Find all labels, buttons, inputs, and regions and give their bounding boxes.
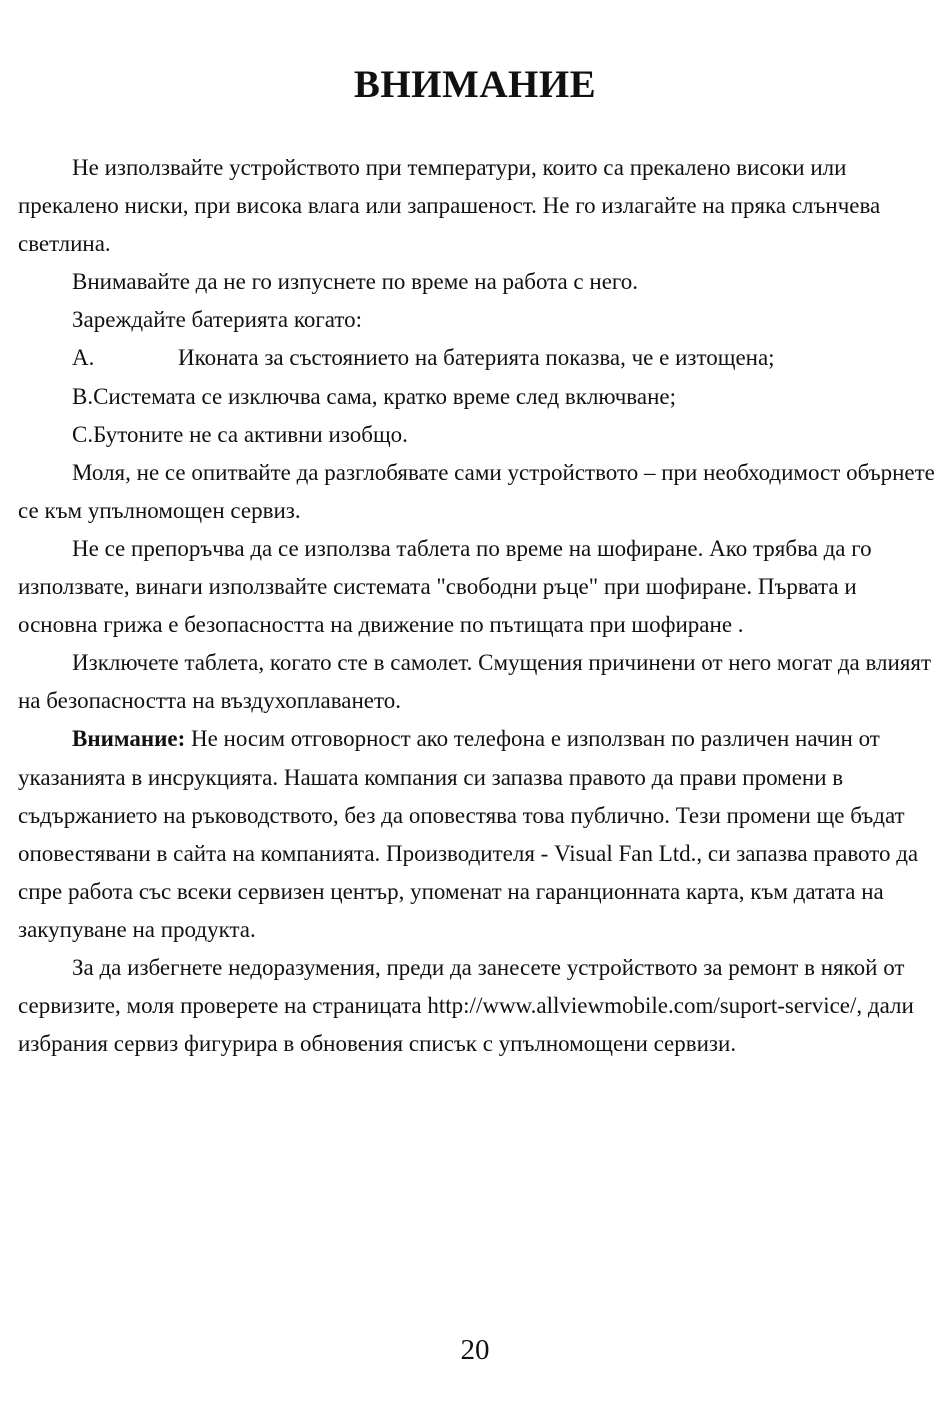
liability-label: Внимание:: [72, 726, 186, 752]
paragraph-liability-notice: [18, 720, 938, 949]
list-text-c: Бутоните не са активни изобщо.: [93, 421, 408, 447]
paragraph-drop-warning: Внимавайте да не го изпуснете по време на работа с него.: [72, 269, 639, 295]
page-number: 20: [460, 1334, 490, 1366]
list-marker-b: B.: [72, 383, 94, 409]
list-item-b: [18, 378, 938, 416]
list-text-a: Иконата за състоянието на батерията показва, че е изтощена;: [178, 345, 775, 371]
paragraph-driving-warning: Не се препоръчва да се използва таблета по време на шофиране. Ако трябва да го използвате, винаги използвайте системата "свободни ръце" при шофиране. Първата и основна грижа е безопасността на движение по пътищата при шофиране .: [18, 535, 872, 638]
paragraph-charge-intro: Зареждайте батерията когато:: [72, 307, 363, 333]
liability-text: Не носим отговорност ако телефона е използван по различен начин от указанията в инсрукцията. Нашата компания си запазва правото да прави промени в съдържанието на ръководството, без да оповестява това публично. Тези промени ще бъдат оповестявани в сайта на компанията. Производителя - Visual Fan Ltd., си запазва правото да спре работа със всеки сервизен център, упоменат на гаранционната карта, към датата на закупуване на продукта.: [18, 726, 919, 942]
list-marker-a: A.: [72, 345, 95, 371]
paragraph-service-check: За да избегнете недоразумения, преди да занесете устройството за ремонт в някой от сервизите, моля проверете на страницата http://www.allviewmobile.com/suport-service/, дали избрания сервиз фигурира в обновения списък с упълномощени сервизи.: [18, 954, 914, 1057]
paragraph-environment-warning: Не използвайте устройството при температури, които са прекалено високи или прекалено ниски, при висока влага или запрашеност. Не го излагайте на пряка слънчева светлина.: [18, 155, 881, 257]
list-item-c: [18, 416, 938, 454]
paragraph-disassembly-warning: Моля, не се опитвайте да разглобявате сами устройството – при необходимост обърнете се към упълномощен сервиз.: [18, 459, 935, 523]
list-item-a: [18, 339, 938, 377]
list-text-b: Системата се изключва сама, кратко време след включване;: [93, 383, 676, 409]
document-body: [18, 149, 938, 1063]
list-marker-c: C.: [72, 421, 94, 447]
page-title: ВНИМАНИЕ: [353, 63, 597, 106]
paragraph-airplane-warning: Изключете таблета, когато сте в самолет. Смущения причинени от него могат да влияят на безопасността на въздухоплаването.: [18, 650, 932, 714]
